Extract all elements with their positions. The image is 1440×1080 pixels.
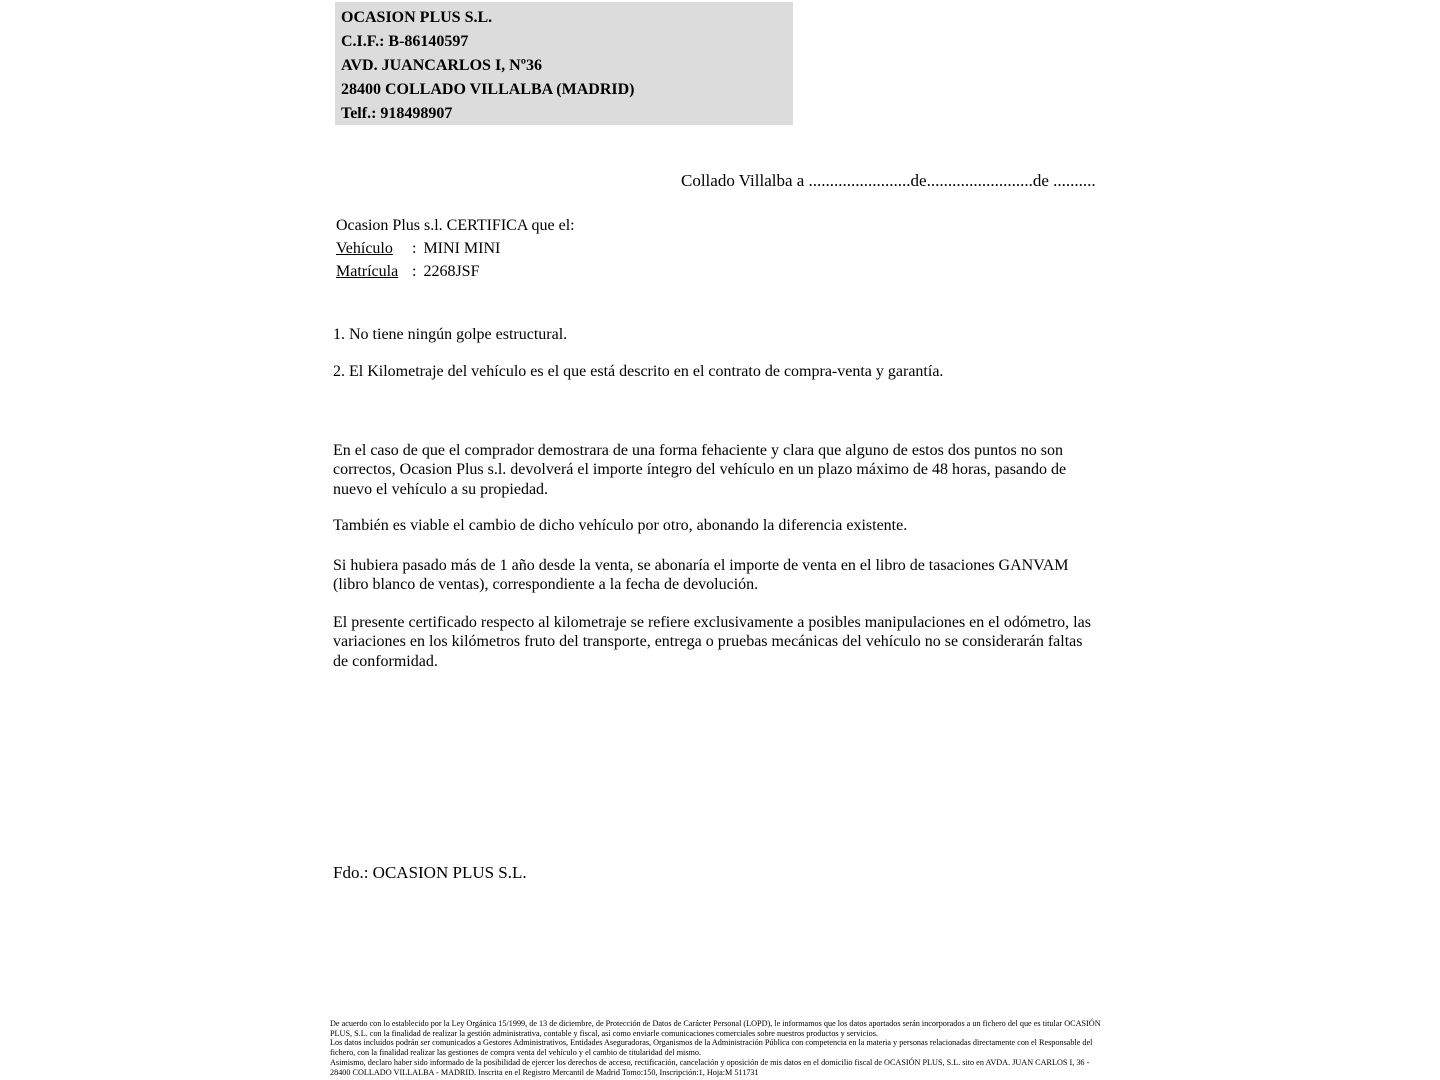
legal-footer xyxy=(330,1019,1102,1077)
vehicle-label: Vehículo xyxy=(336,240,393,257)
signature-line: Fdo.: OCASION PLUS S.L. xyxy=(333,863,527,882)
paragraph-ganvam-valuation: Si hubiera pasado más de 1 año desde la venta, se abonaría el importe de venta en el libro de tasaciones GANVAM (libro blanco de ventas), correspondiente a la fecha de devolución. xyxy=(333,557,1069,594)
company-postal-city: 28400 COLLADO VILLALBA (MADRID) xyxy=(341,81,635,98)
company-header-box xyxy=(335,2,793,125)
vehicle-value: MINI MINI xyxy=(423,240,501,257)
date-line: Collado Villalba a ........................de.........................de .......... xyxy=(681,171,1096,190)
paragraph-odometer-disclaimer: El presente certificado respecto al kilometraje se refiere exclusivamente a posibles manipulaciones en el odómetro, las variaciones en los kilómetros fruto del transporte, entrega o pruebas mecánicas del vehículo no se considerarán faltas de conformidad. xyxy=(333,614,1091,670)
certifies-intro-line: Ocasion Plus s.l. CERTIFICA que el: xyxy=(336,217,575,234)
legal-paragraph-rights-registry: Asimismo, declaro haber sido informado de la posibilidad de ejercer los derechos de acceso, rectificación, cancelación y oposición de mis datos en el domicilio fiscal de OCASIÓN PLUS, S.L. sito en AVDA. JUAN CARLOS I, 36 - 28400 COLLADO VILLALBA - MADRID. Inscrita en el Registro Mercantil de Madrid Tomo:150, Inscripción:1, Hoja:M 511731 xyxy=(330,1057,1090,1077)
vehicle-separator: : xyxy=(412,240,417,257)
plate-value: 2268JSF xyxy=(423,263,480,280)
company-cif: C.I.F.: B-86140597 xyxy=(341,33,469,50)
point-2: 2. El Kilometraje del vehículo es el que está descrito en el contrato de compra-venta y garantía. xyxy=(333,363,944,380)
point-1: 1. No tiene ningún golpe estructural. xyxy=(333,326,568,343)
plate-field xyxy=(336,263,479,281)
plate-separator: : xyxy=(412,263,417,280)
company-phone: Telf.: 918498907 xyxy=(341,105,453,122)
legal-paragraph-data-sharing: Los datos incluidos podrán ser comunicados a Gestores Administrativos, Entidades Aseguradoras, Organismos de la Administración Pública con competencia en la materia y personas relacionadas directamente con el Responsable del fichero, con la finalidad realizar las gestiones de compra venta del vehículo y el cambio de titularidad del mismo. xyxy=(330,1038,1093,1058)
legal-paragraph-lopd: De acuerdo con lo establecido por la Ley Orgánica 15/1999, de 13 de diciembre, de Protección de Datos de Carácter Personal (LOPD), le informamos que los datos aportados serán incorporados a un fichero del que es titular OCASIÓN PLUS, S.L. con la finalidad de realizar la gestión administrativa, contable y fiscal, así como enviarle comunicaciones comerciales sobre nuestros productos y servicios. xyxy=(330,1019,1101,1038)
plate-label: Matrícula xyxy=(336,263,399,280)
paragraph-refund-policy: En el caso de que el comprador demostrara de una forma fehaciente y clara que alguno de estos dos puntos no son correctos, Ocasion Plus s.l. devolverá el importe íntegro del vehículo en un plazo máximo de 48 horas, pasando de nuevo el vehículo a su propiedad. xyxy=(333,442,1067,498)
paragraph-exchange-option: También es viable el cambio de dicho vehículo por otro, abonando la diferencia existente. xyxy=(333,517,908,534)
company-name: OCASION PLUS S.L. xyxy=(341,9,493,26)
company-address: AVD. JUANCARLOS I, Nº36 xyxy=(341,57,543,74)
vehicle-field xyxy=(336,240,500,258)
